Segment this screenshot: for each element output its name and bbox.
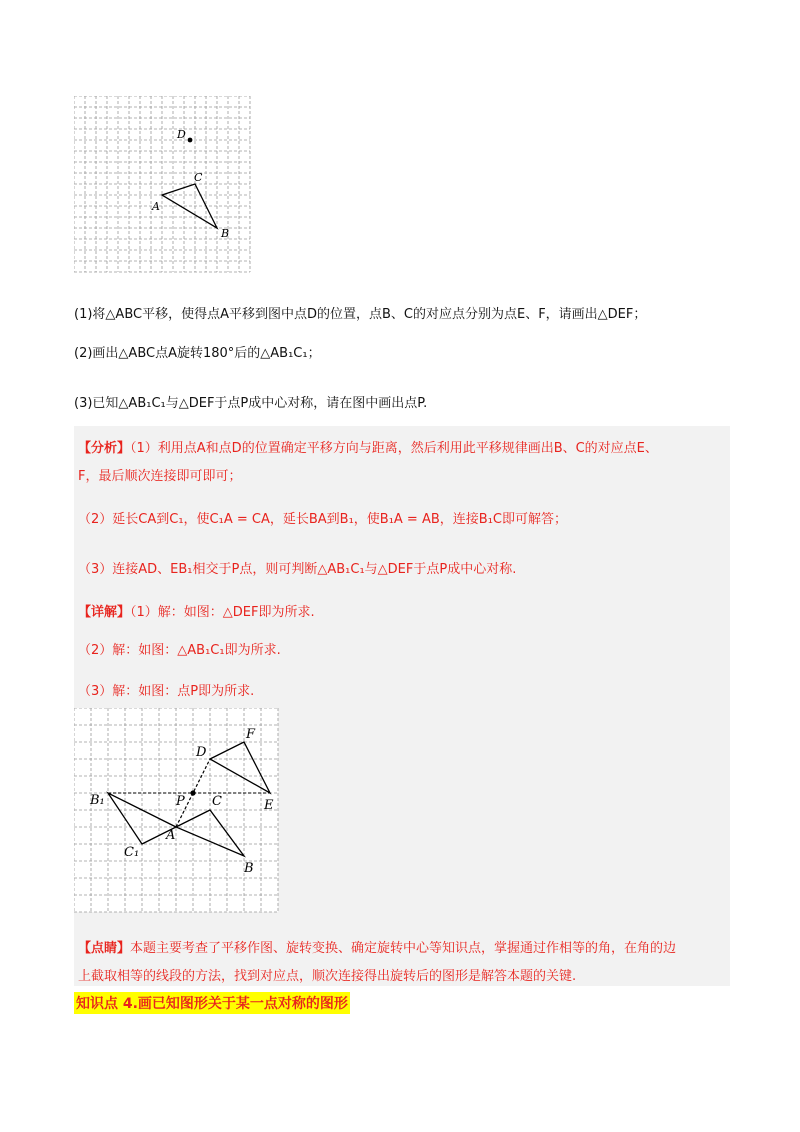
label-c1: C₁ bbox=[124, 845, 140, 860]
question-2: (2)画出△ABC点A旋转180°后的△AB₁C₁； bbox=[74, 346, 321, 361]
label-d: D bbox=[177, 128, 186, 141]
analysis-line-1b: F，最后顺次连接即可即可； bbox=[78, 469, 242, 484]
detail-line-2: （2）解：如图：△AB₁C₁即为所求. bbox=[78, 643, 281, 658]
point-p bbox=[190, 790, 195, 795]
question-1: (1)将△ABC平移，使得点A平移到图中点D的位置，点B、C的对应点分别为点E、F，请画出△DEF； bbox=[74, 307, 647, 322]
analysis-line-2: （2）延长CA到C₁，使C₁A = CA，延长BA到B₁，使B₁A = AB，连接B₁C即可解答； bbox=[78, 512, 567, 527]
label-c: C bbox=[212, 794, 222, 809]
label-a: A bbox=[166, 828, 176, 843]
analysis-line-1: 【分析】（1）利用点A和点D的位置确定平移方向与距离，然后利用此平移规律画出B、C的对应点E、 bbox=[78, 441, 658, 456]
comment-line-2: 上截取相等的线段的方法，找到对应点，顺次连接得出旋转后的图形是解答本题的关键. bbox=[78, 969, 577, 984]
label-b1: B₁ bbox=[90, 793, 105, 808]
label-f: F bbox=[246, 727, 256, 742]
label-a: A bbox=[152, 200, 160, 213]
label-p: P bbox=[176, 794, 185, 809]
point-d bbox=[188, 138, 193, 143]
figure-1-grid bbox=[74, 96, 252, 274]
analysis-line-3: （3）连接AD、EB₁相交于P点，则可判断△AB₁C₁与△DEF于点P成中心对称. bbox=[78, 562, 517, 577]
label-b: B bbox=[221, 227, 230, 240]
detail-line-3: （3）解：如图：点P即为所求. bbox=[78, 684, 255, 699]
comment-line-1: 【点睛】本题主要考查了平移作图、旋转变换、确定旋转中心等知识点，掌握通过作相等的角，在角的边 bbox=[78, 941, 677, 956]
detail-line-0: 【详解】（1）解：如图：△DEF即为所求. bbox=[78, 605, 315, 620]
label-d: D bbox=[196, 745, 207, 760]
label-e: E bbox=[264, 798, 274, 813]
label-c: C bbox=[194, 171, 203, 184]
figure-2-grid bbox=[74, 708, 280, 914]
section-heading: 知识点 4.画已知图形关于某一点对称的图形 bbox=[74, 992, 350, 1014]
label-b: B bbox=[244, 861, 254, 876]
question-3: (3)已知△AB₁C₁与△DEF于点P成中心对称，请在图中画出点P. bbox=[74, 396, 428, 411]
